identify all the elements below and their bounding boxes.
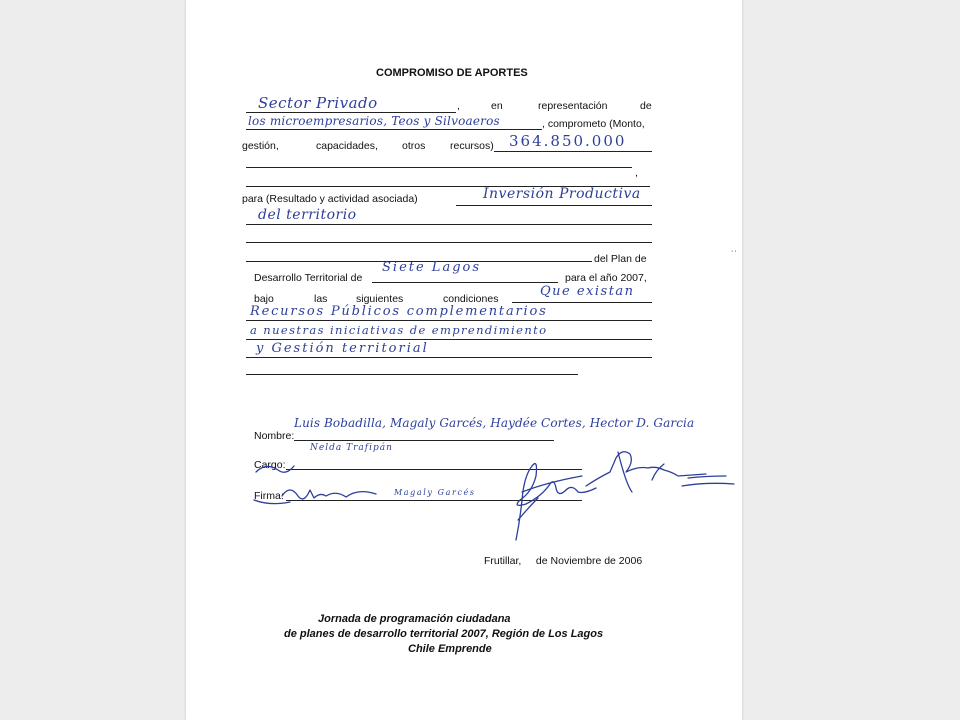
handwritten-representacion: los microempresarios, Teos y Silvoaeros <box>248 114 500 128</box>
handwritten-nombres-2: Nelda Trafipán <box>310 443 393 453</box>
las-text: las <box>314 293 328 305</box>
para-resultado-text: para (Resultado y actividad asociada) <box>242 193 418 205</box>
footer-line-1: Jornada de programación ciudadana <box>318 613 511 625</box>
gestion-text: gestión, <box>242 140 279 152</box>
para-ano-text: para el año 2007, <box>565 272 647 284</box>
bajo-text: bajo <box>254 293 274 305</box>
handwritten-monto: 364.850.000 <box>509 132 627 150</box>
recursos-text: recursos) <box>450 140 494 152</box>
footer-line-2: de planes de desarrollo territorial 2007, Región de Los Lagos <box>284 628 604 640</box>
siguientes-text: siguientes <box>356 293 404 305</box>
handwritten-territorio: Siete Lagos <box>382 260 482 275</box>
handwritten-condicion-4: y Gestión territorial <box>256 341 429 356</box>
handwritten-condicion-3: a nuestras iniciativas de emprendimiento <box>250 323 548 337</box>
comma-text: , <box>457 100 460 112</box>
document-title: COMPROMISO DE APORTES <box>376 67 528 79</box>
handwritten-condicion-2: Recursos Públicos complementarios <box>250 304 548 319</box>
en-text: en <box>491 100 503 112</box>
otros-text: otros <box>402 140 426 152</box>
comprometo-text: , comprometo (Monto, <box>542 118 645 130</box>
scan-mark: ˙˙ <box>731 250 738 261</box>
desarrollo-text: Desarrollo Territorial de <box>254 272 363 284</box>
signatures-drawing <box>186 0 742 560</box>
condiciones-text: condiciones <box>443 293 499 305</box>
handwritten-nombres: Luis Bobadilla, Magaly Garcés, Haydée Cortes, Hector D. Garcia <box>294 416 695 430</box>
handwritten-resultado-1: Inversión Productiva <box>483 186 641 202</box>
capacidades-text: capacidades, <box>316 140 378 152</box>
comma-text-2: , <box>635 167 638 179</box>
representacion-text: representación <box>538 100 608 112</box>
fecha-text: Frutillar, de Noviembre de 2006 <box>484 555 643 567</box>
handwritten-sector: Sector Privado <box>258 94 378 112</box>
document-page <box>186 0 742 720</box>
de-text: de <box>640 100 652 112</box>
handwritten-resultado-2: del territorio <box>258 207 357 223</box>
firma-label: Firma: <box>254 490 284 502</box>
handwritten-condicion-1: Que existan <box>540 284 635 299</box>
del-plan-text: del Plan de <box>594 253 647 265</box>
cargo-label: Cargo: <box>254 459 286 471</box>
nombre-label: Nombre: <box>254 430 295 442</box>
footer-line-3: Chile Emprende <box>408 643 492 655</box>
handwritten-firma-texto: Magaly Garcés <box>394 488 476 497</box>
